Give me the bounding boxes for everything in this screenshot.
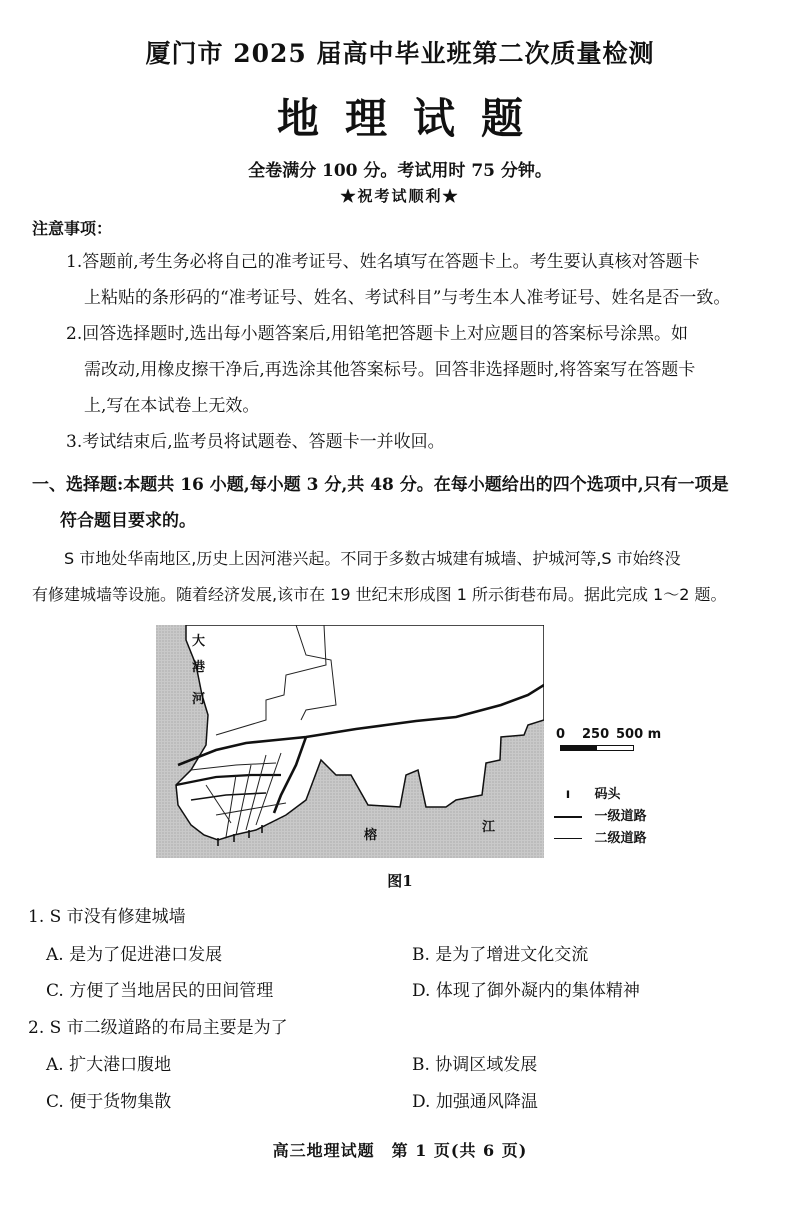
question-1-stem: 1. S 市没有修建城墙 <box>28 907 186 927</box>
reading-passage: S 市地处华南地区,历史上因河港兴起。不同于多数古城建有城墙、护城河等,S 市始终没 有修建城墙等设施。随着经济发展,该市在 19 世纪末形成图 1 所示街巷布局。据此完成 1～2 题。 <box>32 549 727 604</box>
legend-primary-road: 一级道路 <box>554 805 694 827</box>
scale-bar-graphic <box>560 745 634 751</box>
good-luck-line: ★祝考试顺利★ <box>340 187 460 205</box>
note-item-3: 3.考试结束后,监考员将试题卷、答题卡一并收回。 <box>66 432 445 452</box>
figure-caption: 图1 <box>387 872 413 890</box>
question-1-option-a[interactable]: A. 是为了促进港口发展 <box>46 945 223 965</box>
notes-heading: 注意事项： <box>32 219 113 238</box>
river-label-char: 河 <box>192 692 206 707</box>
note-item-2: 2.回答选择题时,选出每小题答案后,用铅笔把答题卡上对应题目的答案标号涂黑。如 需改动,用橡皮擦干净后,再选涂其他答案标号。回答非选择题时,将答案写在答题卡 上,写在本试卷上无效。 <box>66 324 696 416</box>
pier-symbol: ı <box>565 787 571 802</box>
page-footer: 高三地理试题 第 1 页(共 6 页) <box>272 1141 528 1160</box>
map-legend <box>554 727 694 849</box>
question-1-option-b[interactable]: B. 是为了增进文化交流 <box>412 945 589 965</box>
river-label-char: 港 <box>192 660 206 675</box>
legend-pier: ı 码头 <box>554 783 694 805</box>
scale-bar: 0 250 500 m <box>554 727 694 757</box>
exam-meta: 全卷满分 100 分。考试用时 75 分钟。 <box>248 161 552 181</box>
question-2-option-c[interactable]: C. 便于货物集散 <box>46 1092 172 1112</box>
legend-secondary-road: 二级道路 <box>554 827 694 849</box>
river-label-char: 大 <box>192 634 206 649</box>
question-2-option-a[interactable]: A. 扩大港口腹地 <box>46 1055 172 1075</box>
exam-title: 厦门市 2025 届高中毕业班第二次质量检测 <box>145 39 655 68</box>
question-2-stem: 2. S 市二级道路的布局主要是为了 <box>28 1018 288 1038</box>
river-label-char: 江 <box>482 820 496 835</box>
note-item-1: 1.答题前,考生务必将自己的准考证号、姓名填写在答题卡上。考生要认真核对答题卡 上粘贴的条形码的“准考证号、姓名、考试科目”与考生本人准考证号、姓名是否一致。 <box>66 252 731 308</box>
secondary-road-symbol <box>554 838 582 839</box>
question-2-option-d[interactable]: D. 加强通风降温 <box>412 1092 538 1112</box>
question-1-option-c[interactable]: C. 方便了当地居民的田间管理 <box>46 981 274 1001</box>
city-map-figure <box>156 625 544 858</box>
section-heading: 一、选择题:本题共 16 小题,每小题 3 分,共 48 分。在每小题给出的四个选项中,只有一项是 符合题目要求的。 <box>32 475 729 531</box>
question-2-option-b[interactable]: B. 协调区域发展 <box>412 1055 538 1075</box>
primary-road-symbol <box>554 816 582 818</box>
question-1-option-d[interactable]: D. 体现了御外凝内的集体精神 <box>412 981 640 1001</box>
subject-title: 地理试题 <box>276 94 549 143</box>
river-label-char: 榕 <box>364 828 378 843</box>
